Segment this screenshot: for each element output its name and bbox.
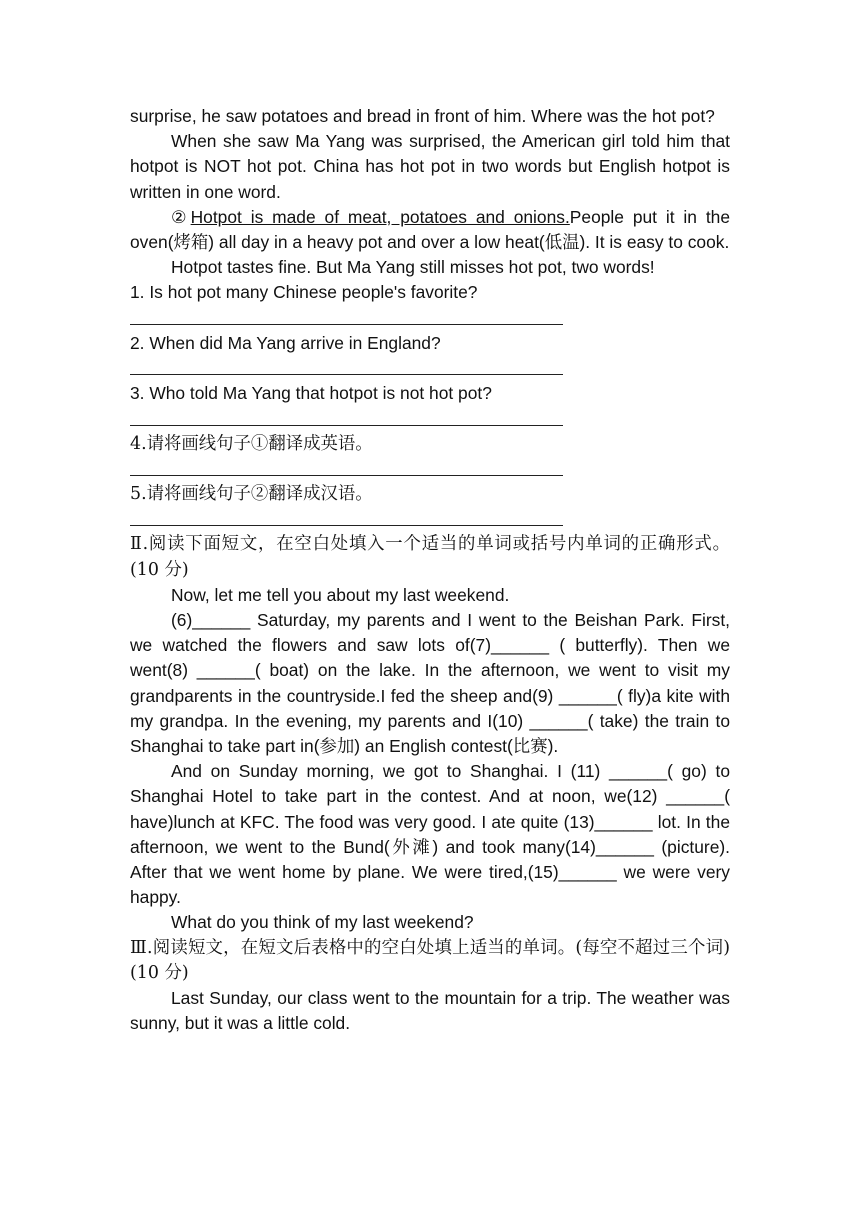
section-2-heading: Ⅱ.阅读下面短文，在空白处填入一个适当的单词或括号内单词的正确形式。(10 分) bbox=[130, 534, 730, 580]
passage-paragraph: Hotpot tastes fine. But Ma Yang still misses hot pot, two words! bbox=[171, 257, 655, 278]
section-3-heading: Ⅲ.阅读短文，在短文后表格中的空白处填上适当的单词。(每空不超过三个词)(10 分) bbox=[130, 937, 730, 983]
question-5: 5.请将画线句子②翻译成汉语。 bbox=[130, 483, 373, 504]
section-2-paragraph: Now, let me tell you about my last weekend. bbox=[171, 584, 510, 605]
answer-line-5[interactable] bbox=[130, 501, 563, 526]
answer-line-4[interactable] bbox=[130, 451, 563, 476]
section-2-paragraph: (6)______ Saturday, my parents and I went to the Beishan Park. First, we watched the flowers and saw lots of(7)______ ( butterfly). Then we went(8) ______( boat) on the lake. In the afternoon, we went to visit my grandparents in the countryside.I fed the sheep and(9) ______( fly)a kite with my grandpa. In the evening, my parents and I(10) ______( take) the train to Shanghai to take part in(参加) an English contest(比赛). bbox=[130, 609, 730, 756]
answer-line-1[interactable] bbox=[130, 300, 563, 325]
passage-paragraph: surprise, he saw potatoes and bread in front of him. Where was the hot pot? bbox=[130, 106, 715, 126]
passage-paragraph: When she saw Ma Yang was surprised, the American girl told him that hotpot is NOT hot pot. China has hot pot in two words but English hotpot is written in one word. bbox=[130, 131, 730, 202]
question-4: 4.请将画线句子①翻译成英语。 bbox=[130, 433, 373, 454]
answer-line-3[interactable] bbox=[130, 400, 563, 425]
section-2-paragraph: And on Sunday morning, we got to Shanghai. I (11) ______( go) to Shanghai Hotel to take part in the contest. And at noon, we(12) ______( have)lunch at KFC. The food was very good. I ate quite (13)______ lot. In the afternoon, we went to the Bund(外滩) and took many(14)______ (picture). After that we went home by plane. We were tired,(15)______ we were very happy. bbox=[130, 761, 730, 908]
section-2-paragraph: What do you think of my last weekend? bbox=[171, 912, 474, 933]
document-page bbox=[130, 104, 730, 1036]
circled-number-marker: ② bbox=[171, 206, 191, 227]
question-1: 1. Is hot pot many Chinese people's favorite? bbox=[130, 282, 478, 303]
answer-line-2[interactable] bbox=[130, 350, 563, 375]
passage-text: People put it in the oven(烤箱) all day in a heavy pot and over a low heat(低温). It is easy to cook. bbox=[130, 206, 730, 253]
question-2: 2. When did Ma Yang arrive in England? bbox=[130, 332, 441, 353]
section-3-paragraph: Last Sunday, our class went to the mountain for a trip. The weather was sunny, but it was a little cold. bbox=[130, 988, 730, 1034]
underlined-sentence-2: Hotpot is made of meat, potatoes and onions. bbox=[190, 206, 570, 227]
question-3: 3. Who told Ma Yang that hotpot is not hot pot? bbox=[130, 383, 492, 404]
passage-paragraph-underlined-sentence bbox=[130, 205, 730, 255]
